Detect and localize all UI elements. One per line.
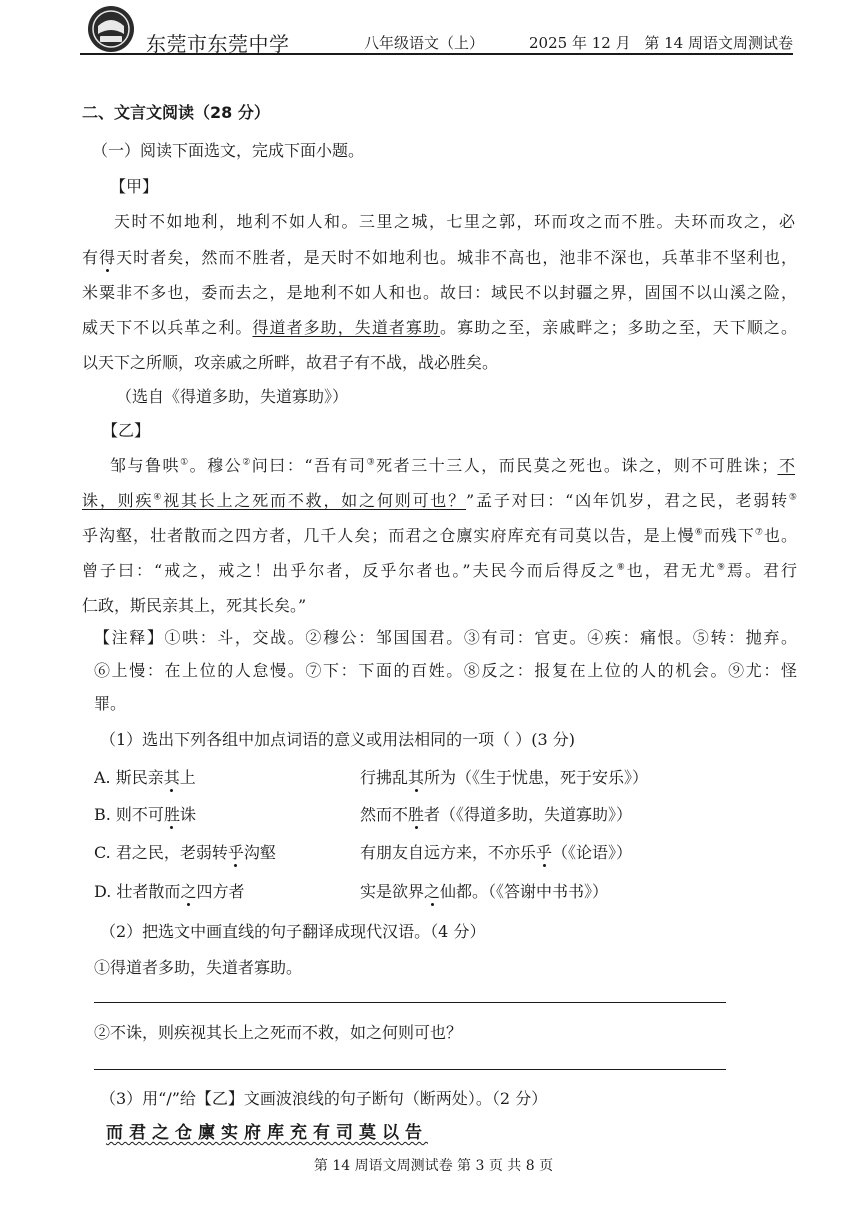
option-d-right (360, 881, 608, 903)
text-run: 有朋友自远方来，不亦乐 (360, 843, 537, 862)
header-divider (80, 53, 793, 55)
text-run: 沟壑 (243, 843, 276, 862)
note-marker: ③ (366, 457, 377, 468)
text-run: 上 (179, 768, 196, 787)
text-run: 所为（《生于忧患，死于安乐》） (424, 768, 649, 787)
section-title: 二、文言文阅读（28 分） (82, 103, 270, 122)
option-d-left (94, 881, 244, 903)
text-run: 有 (82, 248, 100, 267)
note-marker: ② (242, 457, 252, 468)
instruction: （一）阅读下面选文，完成下面小题。 (92, 141, 365, 160)
note-marker: ⑧ (616, 562, 627, 573)
text-run: 问曰：“吾有司 (251, 456, 367, 475)
option-c-right (360, 842, 632, 864)
dotted-char: 之 (424, 882, 441, 901)
exam-date: 2025 年 12 月 (529, 34, 631, 52)
text-run: C. 君之民，老弱转 (94, 843, 228, 862)
text-run: 而残下 (703, 526, 755, 545)
question-2-sentence-1: ①得道者多助，失道者寡助。 (94, 958, 303, 977)
dotted-char: 之 (180, 882, 197, 901)
exam-title: 第 14 周语文周测试卷 (644, 34, 793, 52)
dotted-char: 乎 (227, 843, 244, 862)
option-b-right (360, 804, 632, 826)
text-run: B. 则不可 (94, 805, 164, 824)
notes-line-2: ⑥上慢：在上位的人怠慢。⑦下：下面的百姓。⑧反之：报复在上位的人的机会。⑨尤：怪 (94, 661, 797, 680)
text-run: 也。 (763, 526, 797, 545)
passage-yi-line-3 (82, 525, 797, 547)
text-run: 然而不 (360, 805, 409, 824)
text-run: 诛，则疾 (82, 491, 154, 510)
passage-yi-line-1 (110, 455, 795, 477)
dotted-char: 其 (163, 768, 180, 787)
note-marker: ④ (153, 492, 164, 503)
passage-jia-source: （选自《得道多助，失道寡助》） (116, 387, 349, 406)
answer-line-2[interactable] (94, 1069, 726, 1070)
note-marker: ⑨ (716, 562, 727, 573)
school-name: 东莞市东莞中学 (146, 32, 290, 56)
text-run: 实是欲界 (360, 882, 425, 901)
text-run: 乎沟壑，壮者散而之四方者，几千人矣；而君之仓廪实府库充有司莫以告，是上慢 (82, 526, 695, 545)
underlined-sentence (82, 491, 466, 510)
notes-line-3: 罪。 (94, 694, 127, 713)
passage-jia-line-5: 以天下之所顺，攻亲戚之所畔，故君子有不战，战必胜矣。 (82, 353, 499, 372)
question-3-sentence (106, 1122, 821, 1144)
question-3-stem: （3）用“/”给【乙】文画波浪线的句子断句（断两处）。（2 分） (100, 1089, 548, 1108)
text-run: 天时者矣，然而不胜者，是天时不如地利也。城非不高也，池非不深也，兵革非不坚利也， (116, 248, 797, 267)
text-run: 。穆公 (189, 456, 243, 475)
text-run: 也，君无尤 (626, 561, 717, 580)
grade-label: 八年级语文（上） (364, 34, 485, 52)
note-marker: ① (180, 457, 190, 468)
text-run: 者（《得道多助，失道寡助》） (424, 805, 633, 824)
text-run: 四方者 (196, 882, 245, 901)
text-run: 焉。君行 (726, 561, 797, 580)
underlined-sentence: 不 (777, 456, 795, 475)
text-run: 视其长上之死而不救，如之何则可也？ (163, 491, 467, 510)
text-run: ”孟子对曰：“凶年饥岁，君之民，老弱转 (466, 491, 789, 510)
text-run: 。寡助之至，亲戚畔之；多助之至，天下顺之。 (440, 318, 797, 337)
page-header (146, 30, 793, 56)
notes-line-1: 【注释】①哄：斗，交战。②穆公：邹国国君。③有司：官吏。④疾：痛恨。⑤转：抛弃。 (94, 628, 797, 647)
wavy-sentence: 而君之仓廪实府库充有司莫以告 (106, 1123, 428, 1143)
option-b-left (94, 804, 196, 826)
text-run: 诛 (179, 805, 196, 824)
note-marker: ⑦ (754, 527, 764, 538)
passage-jia-line-3: 米粟非不多也，委而去之，是地利不如人和也。故曰：域民不以封疆之界，固国不以山溪之险， (82, 283, 797, 302)
text-run: 邹与鲁哄 (110, 456, 181, 475)
dotted-char: 胜 (163, 805, 180, 824)
dotted-char: 乎 (536, 843, 553, 862)
passage-yi-label: 【乙】 (102, 421, 151, 440)
text-run: 行拂乱 (360, 768, 409, 787)
passage-yi-line-4 (82, 560, 797, 582)
question-1-stem: （1）选出下列各组中加点词语的意义或用法相同的一项（ ）(3 分) (100, 730, 576, 749)
underlined-sentence: 得道者多助，失道者寡助 (252, 318, 441, 337)
text-run: 死者三十三人，而民莫之死也。诛之，则不可胜诛； (376, 456, 778, 475)
option-a-right (360, 767, 648, 789)
question-2-sentence-2: ②不诛，则疾视其长上之死而不救，如之何则可也？ (94, 1023, 463, 1042)
question-2-stem: （2）把选文中画直线的句子翻译成现代汉语。（4 分） (100, 922, 486, 941)
answer-line-1[interactable] (94, 1002, 726, 1003)
school-logo-icon (88, 6, 134, 52)
passage-jia-label: 【甲】 (110, 177, 159, 196)
text-run: 仙都。（《答谢中书书》） (440, 882, 609, 901)
text-run: 曾子曰：“戒之，戒之！出乎尔者，反乎尔者也。”夫民今而后得反之 (82, 561, 617, 580)
note-marker: ⑤ (788, 492, 797, 503)
text-run: A. 斯民亲 (94, 768, 164, 787)
text-run: D. 壮者散而 (94, 882, 181, 901)
dotted-char: 胜 (408, 805, 425, 824)
text-run: （《论语》） (552, 843, 633, 862)
dotted-char: 其 (408, 768, 425, 787)
note-marker: ⑥ (694, 527, 704, 538)
option-c-left (94, 842, 276, 864)
passage-yi-line-5: 仁政，斯民亲其上，死其长矣。” (82, 596, 307, 615)
dotted-char: 得 (99, 248, 117, 267)
page-footer: 第 14 周语文周测试卷 第 3 页 共 8 页 (313, 1158, 554, 1174)
option-a-left (94, 767, 196, 789)
text-run: 威天下不以兵革之利。 (82, 318, 253, 337)
passage-jia-line-1: 天时不如地利，地利不如人和。三里之城，七里之郭，环而攻之而不胜。夫环而攻之，必 (114, 212, 795, 231)
passage-yi-line-2 (82, 490, 797, 512)
passage-jia-line-2 (82, 247, 797, 269)
passage-jia-line-4 (82, 317, 797, 339)
